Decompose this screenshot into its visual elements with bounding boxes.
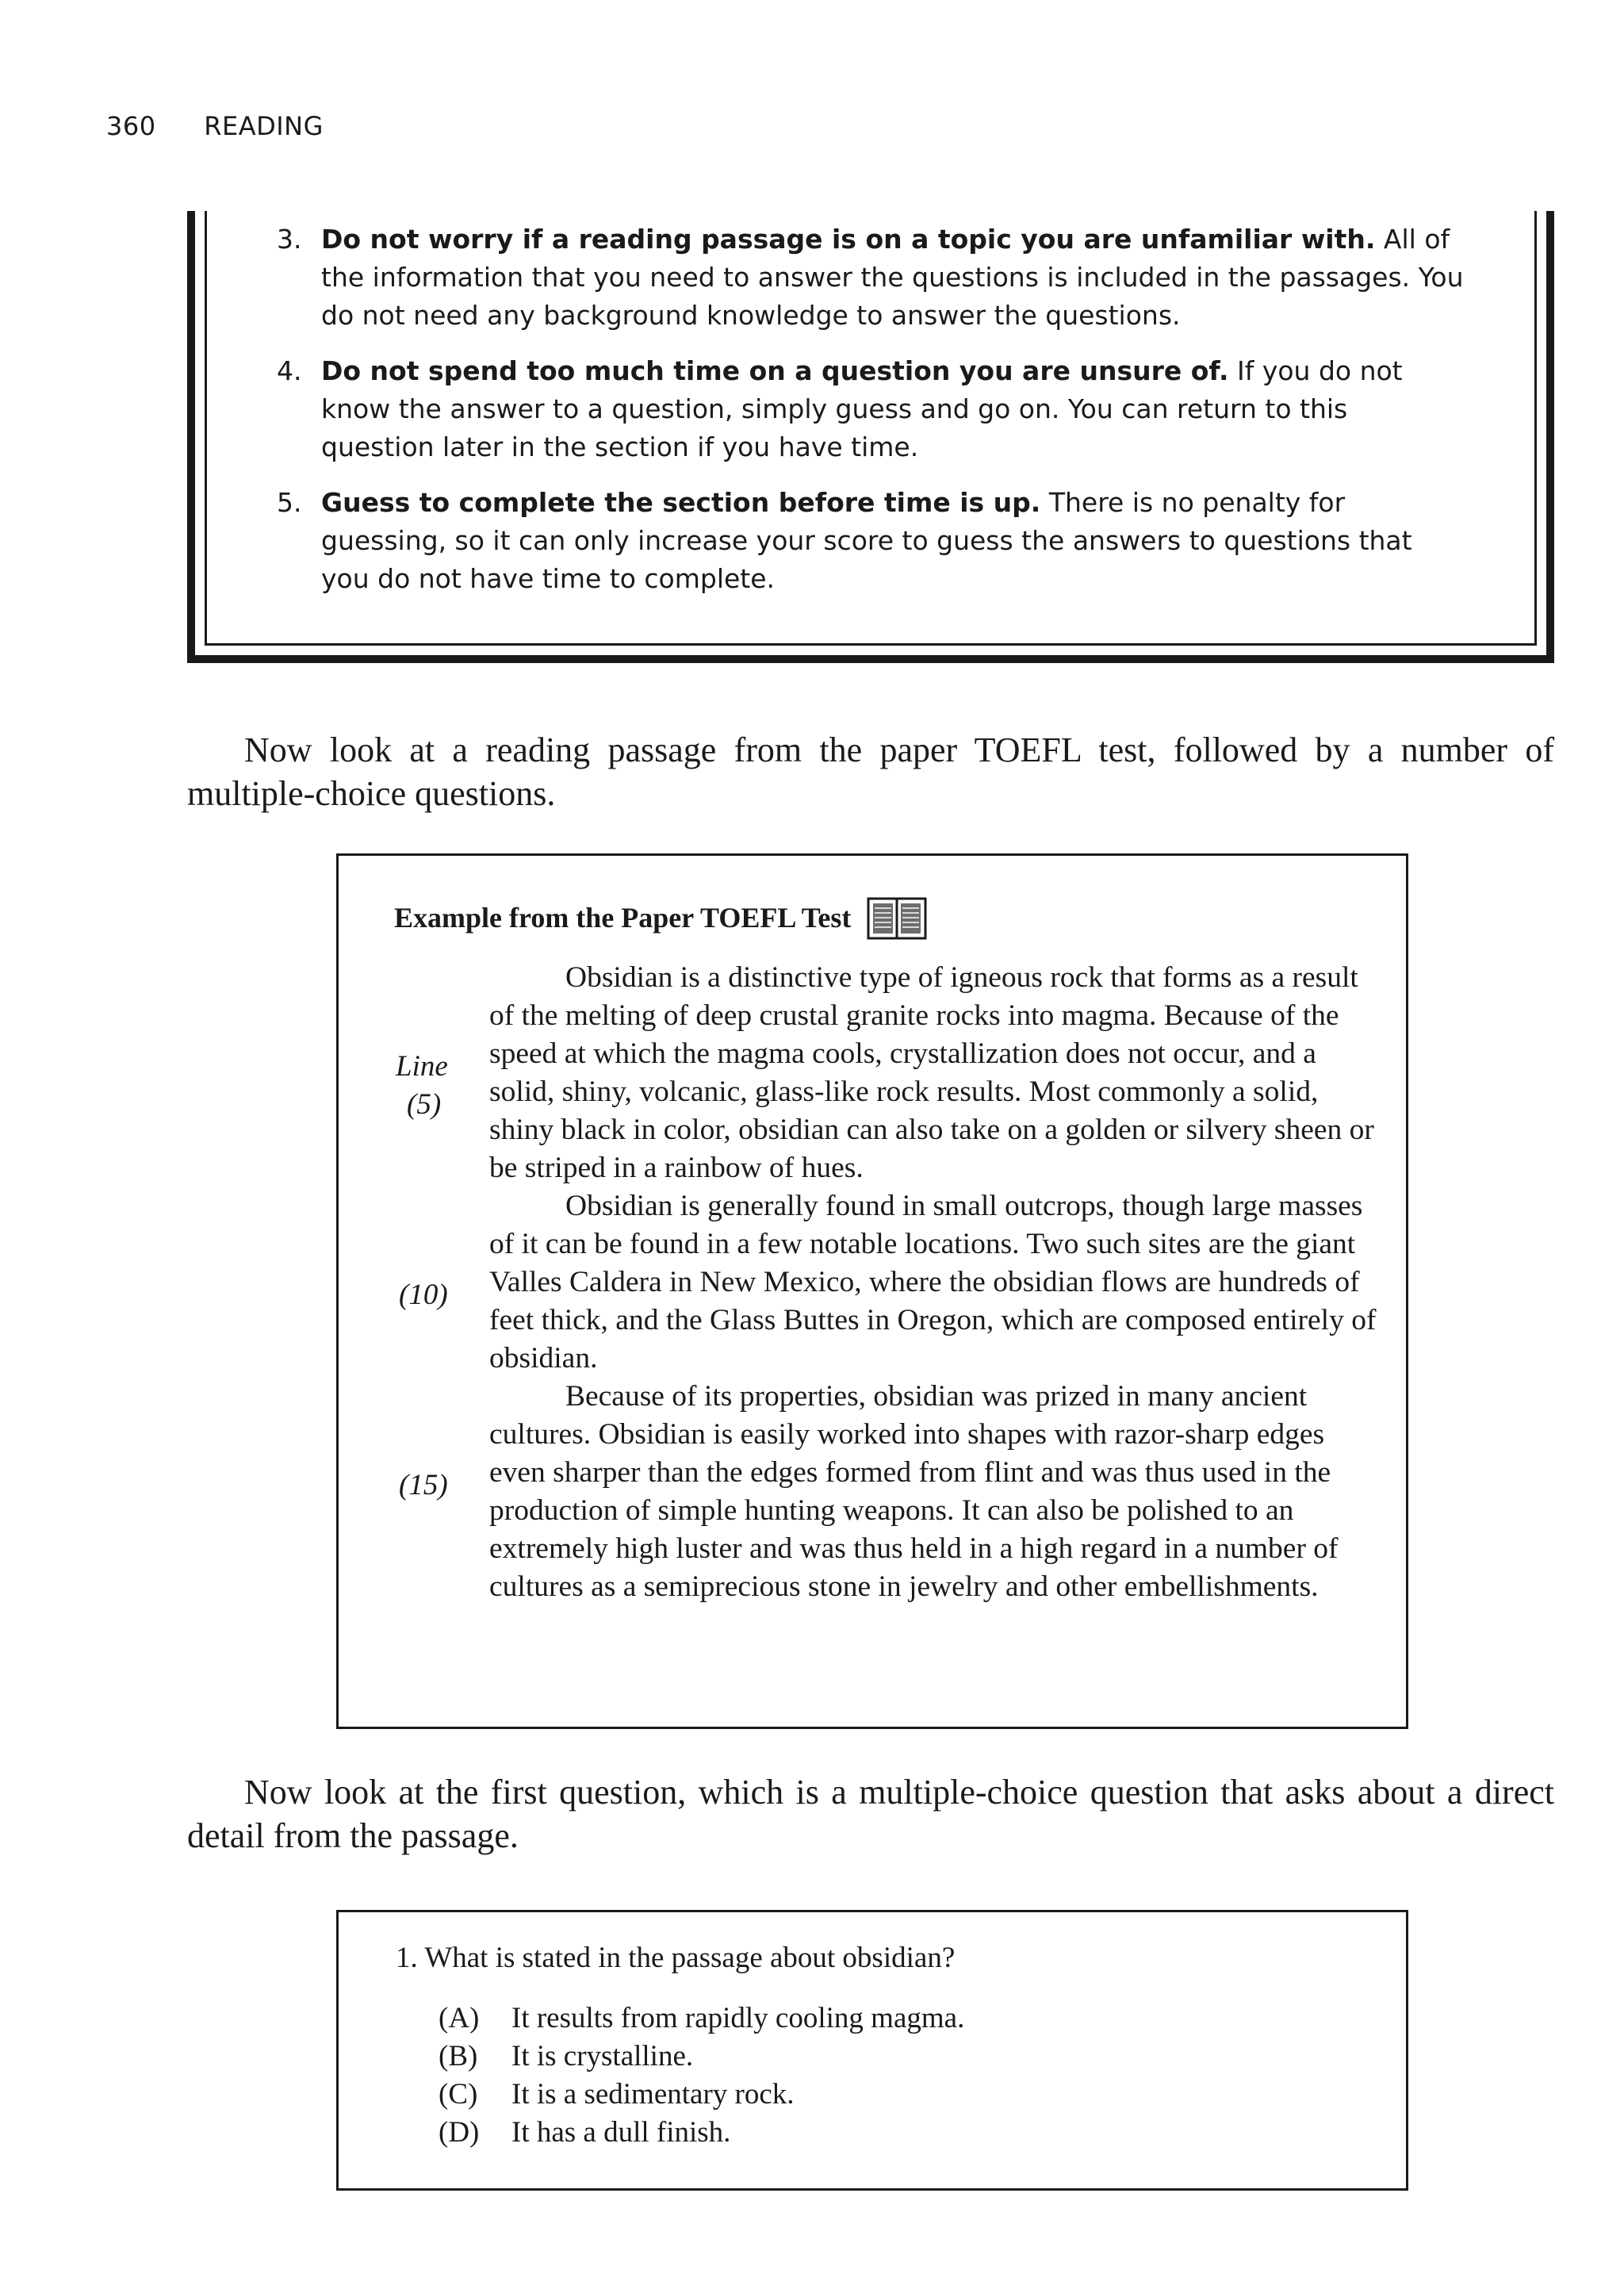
question-box: [336, 1910, 1408, 2191]
passage-paragraph: Obsidian is generally found in small outcrops, though large masses of it can be found in a few notable locations. Two such sites are the giant Valles Caldera in New Mexico, where the obsidian flows are hundreds of feet thick, and the Glass Buttes in Oregon, which are composed entirely of obsidian.: [489, 1190, 1377, 1375]
passage-text: [489, 959, 1377, 1606]
tip-body: There is no penalty for guessing, so it can only increase your score to guess the answers to questions that you do not have time to complete.: [321, 487, 1412, 594]
answer-option: [439, 2038, 964, 2076]
tip-item: [277, 484, 1466, 598]
tip-number: 5.: [277, 487, 302, 518]
option-text: It results from rapidly cooling magma.: [511, 2002, 965, 2034]
intro-text-1: Now look at a reading passage from the paper TOEFL test, followed by a number of multiple-choice questions.: [187, 730, 1554, 813]
option-letter: (A): [439, 2002, 480, 2034]
tip-heading: Do not worry if a reading passage is on a topic you are unfamiliar with.: [321, 224, 1376, 255]
page-number: 360: [106, 111, 156, 141]
running-head: [106, 111, 324, 141]
question-stem: 1. What is stated in the passage about obsidian?: [396, 1942, 956, 1974]
option-letter: (B): [439, 2040, 478, 2072]
option-text: It has a dull finish.: [511, 2116, 731, 2149]
tips-inner-border: [205, 211, 1537, 646]
line-label: (5): [407, 1088, 442, 1121]
tip-number: 4.: [277, 355, 302, 386]
tip-heading: Guess to complete the section before time is up.: [321, 487, 1041, 518]
tip-heading: Do not spend too much time on a question you are unsure of.: [321, 355, 1229, 386]
tips-list: [277, 220, 1466, 615]
intro-text-2: Now look at the first question, which is a multiple-choice question that asks about a direct detail from the passage.: [187, 1773, 1554, 1855]
passage-paragraph: Obsidian is a distinctive type of igneous rock that forms as a result of the melting of deep crustal granite rocks into magma. Because of the speed at which the magma cools, crystallization does not occur, and a solid, shiny, volcanic, glass-like rock results. Most commonly a solid, shiny black in color, obsidian can also take on a golden or silvery sheen or be striped in a rainbow of hues.: [489, 961, 1374, 1184]
passage-box: [336, 853, 1408, 1729]
line-label: (15): [399, 1469, 448, 1501]
option-letter: (D): [439, 2116, 480, 2149]
example-title: [394, 894, 927, 941]
answer-option: [439, 2000, 964, 2038]
passage-paragraph: Because of its properties, obsidian was prized in many ancient cultures. Obsidian is easily worked into shapes with razor-sharp edges even sharper than the edges formed from flint and was thus used in the production of simple hunting weapons. It can also be polished to an extremely high luster and was thus held in a high regard in a number of cultures as a semiprecious stone in jewelry and other embellishments.: [489, 1380, 1339, 1603]
tip-number: 3.: [277, 224, 302, 255]
book-icon: [867, 894, 927, 941]
tips-box: [187, 211, 1554, 663]
tip-item: [277, 220, 1466, 335]
intro-paragraph-2: [187, 1770, 1554, 1858]
answer-option: [439, 2114, 964, 2152]
line-label: (10): [399, 1279, 448, 1311]
answer-option: [439, 2076, 964, 2114]
example-title-text: Example from the Paper TOEFL Test: [394, 902, 852, 934]
option-letter: (C): [439, 2078, 478, 2111]
tip-item: [277, 352, 1466, 466]
tip-body: If you do not know the answer to a question, simply guess and go on. You can return to this question later in the section if you have time.: [321, 355, 1403, 462]
line-label: Line: [396, 1050, 448, 1083]
section-title: READING: [204, 111, 324, 141]
option-text: It is crystalline.: [511, 2040, 694, 2072]
intro-paragraph-1: [187, 728, 1554, 815]
option-text: It is a sedimentary rock.: [511, 2078, 795, 2111]
answer-options: [439, 2000, 964, 2152]
tip-body: All of the information that you need to answer the questions is included in the passages. You do not need any background knowledge to answer the questions.: [321, 224, 1464, 331]
